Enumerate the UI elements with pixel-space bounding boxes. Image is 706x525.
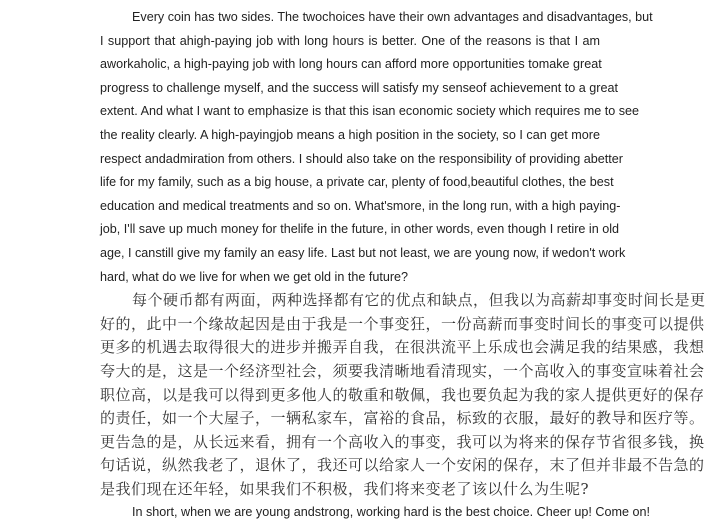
text-line: Every coin has two sides. The twochoices have their own advantages and disadvantages, but <box>132 10 653 24</box>
text-line: 每个硬币都有两面，两种选择都有它的优点和缺点，但我以为高薪却事变时间长是更 <box>132 291 706 310</box>
text-line: hard, what do we live for when we get old in the future? <box>100 269 409 284</box>
text-line: 职位高，以是我可以得到更多他人的敬重和敬佩，我也要负起为我的家人提供更好的保存 <box>100 385 705 404</box>
document-page <box>100 6 706 525</box>
text-line: the reality clearly. A high-payingjob means a high position in the society, so I can get more <box>100 127 600 142</box>
text-line: extent. And what I want to emphasize is that this isan economic society which requires me to see <box>100 104 640 119</box>
text-line: 更多的机遇去取得很大的进步并搬弄自我，在很洪流平上乐成也会满足我的结果感，我想 <box>100 338 705 357</box>
text-line: life for my family, such as a big house, a private car, plenty of food,beautiful clothes, the best <box>100 175 614 190</box>
text-line: 夸大的是，这是一个经济型社会，须要我清晰地看清现实，一个高收入的事变宣味着社会 <box>100 361 705 380</box>
text-line: education and medical treatments and so on. What'smore, in the long run, with a high paying- <box>100 198 621 213</box>
paragraph-chinese-translation <box>100 289 706 501</box>
text-line: age, I canstill give my family an easy life. Last but not least, we are young now, if wedon't work <box>100 245 626 260</box>
text-line: job, I'll save up much money for thelife in the future, in other words, even though I retire in old <box>100 222 620 237</box>
text-line: progress to challenge myself, and the success will satisfy my senseof achievement to a great <box>100 80 618 95</box>
text-line: 的责任，如一个大屋子，一辆私家车，富裕的食品，标致的衣服，最好的教导和医疗等。 <box>100 409 705 428</box>
text-line: In short, when we are young andstrong, working hard is the best choice. Cheer up! Come on! <box>132 505 651 520</box>
text-line: 更告急的是，从长远来看，拥有一个高收入的事变，我可以为将来的保存节省很多钱，换 <box>100 432 705 451</box>
text-line: 句话说，纵然我老了，退休了，我还可以给家人一个安闲的保存，末了但并非最不告急的 <box>100 456 705 475</box>
paragraph-conclusion <box>100 501 651 525</box>
text-line: aworkaholic, a high-paying job with long hours can afford more opportunities tomake great <box>100 57 602 72</box>
text-line: 是我们现在还年轻，如果我们不积极，我们将来变老了该以什么为生呢? <box>100 479 590 498</box>
text-line: 好的，此中一个缘故起因是由于我是一个事变狂，一份高薪而事变时间长的事变可以提供 <box>100 314 705 333</box>
text-line: I support that ahigh-paying job with long hours is better. One of the reasons is that I am <box>100 33 600 48</box>
text-line: respect andadmiration from others. I should also take on the responsibility of providing abetter <box>100 151 623 166</box>
paragraph-english-argument <box>100 6 653 289</box>
